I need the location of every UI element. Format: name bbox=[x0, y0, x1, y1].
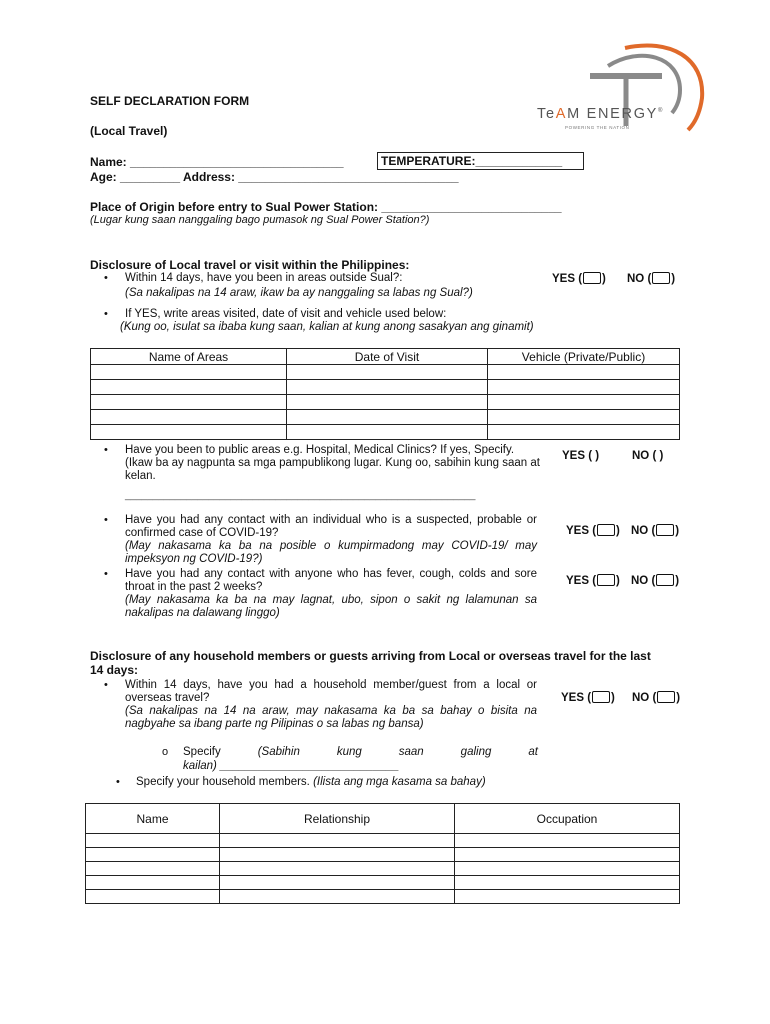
hh-q1-no-option[interactable]: NO ( ) bbox=[632, 692, 681, 704]
q5-yes-option[interactable]: YES ( ) bbox=[566, 575, 620, 587]
table-row[interactable] bbox=[91, 425, 680, 440]
table-header: Name of Areas bbox=[91, 349, 287, 365]
bullet: • bbox=[104, 679, 108, 691]
table-row[interactable] bbox=[91, 395, 680, 410]
place-of-origin-translation: (Lugar kung saan nanggaling bago pumasok ng Sual Power Station?) bbox=[90, 214, 430, 226]
age-address-field[interactable]: Age: _________ Address: _________________________________ bbox=[90, 170, 459, 184]
company-name: TeAM ENERGY® bbox=[537, 106, 665, 122]
bullet: • bbox=[104, 568, 108, 580]
name-field[interactable]: Name: ________________________________ bbox=[90, 155, 344, 169]
q3-no-option[interactable]: NO ( ) bbox=[632, 450, 664, 462]
q4-text: Have you had any contact with an individual who is a suspected, probable or confirmed case of COVID-19? (May nakasama ka ba na posible o kumpirmadong may COVID-19/ may impeksyon ng COVID-19?) bbox=[125, 514, 537, 565]
household-heading: Disclosure of any household members or guests arriving from Local or overseas travel for the last bbox=[90, 649, 651, 663]
hh-q1-yes-checkbox[interactable] bbox=[592, 691, 610, 703]
specify-line-2[interactable]: kailan) ____________________________ bbox=[183, 760, 400, 772]
bullet: • bbox=[104, 514, 108, 526]
company-tagline: POWERING THE NATION bbox=[565, 125, 630, 130]
q4-yes-checkbox[interactable] bbox=[597, 524, 615, 536]
areas-visited-table bbox=[90, 348, 680, 440]
q2-translation: (Kung oo, isulat sa ibaba kung saan, kalian at kung anong sasakyan ang ginamit) bbox=[120, 321, 534, 333]
bullet: • bbox=[104, 272, 108, 284]
q5-text: Have you had any contact with anyone who has fever, cough, colds and sore throat in the past 2 weeks? (May nakasama ka ba na may lagnat, ubo, sipon o sakit ng lalamunan sa nakalipas na dalawang linggo) bbox=[125, 568, 537, 619]
q3-text: Have you been to public areas e.g. Hospital, Medical Clinics? If yes, Specify. (Ikaw ba ay nagpunta sa mga pampublikong lugar. Kung oo, sabihin kung saan at kelan. bbox=[125, 444, 540, 482]
q4-no-checkbox[interactable] bbox=[656, 524, 674, 536]
q4-no-option[interactable]: NO ( ) bbox=[631, 525, 680, 537]
q1-yes-checkbox[interactable] bbox=[583, 272, 601, 284]
table-header: Vehicle (Private/Public) bbox=[488, 349, 680, 365]
q1-no-option[interactable]: NO ( ) bbox=[627, 273, 676, 285]
table-row[interactable] bbox=[86, 890, 680, 904]
q5-no-checkbox[interactable] bbox=[656, 574, 674, 586]
q3-yes-option[interactable]: YES ( ) bbox=[562, 450, 600, 462]
team-energy-logo-mark bbox=[530, 38, 720, 138]
q1-no-checkbox[interactable] bbox=[652, 272, 670, 284]
temperature-field[interactable]: TEMPERATURE:_____________ bbox=[377, 152, 584, 170]
table-row[interactable] bbox=[86, 848, 680, 862]
bullet: • bbox=[104, 444, 108, 456]
bullet: • bbox=[116, 776, 120, 788]
q1-text: Within 14 days, have you been in areas outside Sual?: bbox=[125, 272, 403, 284]
q1-yes-option[interactable]: YES ( ) bbox=[552, 273, 606, 285]
table-header: Date of Visit bbox=[287, 349, 488, 365]
q1-translation: (Sa nakalipas na 14 araw, ikaw ba ay nanggaling sa labas ng Sual?) bbox=[125, 287, 473, 299]
household-members-instruction: Specify your household members. (Ilista ang mga kasama sa bahay) bbox=[136, 776, 486, 788]
q3-specify-line[interactable]: _______________________________________________________________ bbox=[125, 490, 476, 501]
local-travel-heading: Disclosure of Local travel or visit within the Philippines: bbox=[90, 258, 410, 272]
table-row[interactable] bbox=[91, 365, 680, 380]
q5-yes-checkbox[interactable] bbox=[597, 574, 615, 586]
hh-q1-yes-option[interactable]: YES ( ) bbox=[561, 692, 615, 704]
sub-bullet: o bbox=[162, 746, 169, 758]
hh-q1-text: Within 14 days, have you had a household member/guest from a local or overseas travel? (Sa nakalipas na 14 na araw, may nakasama ka ba sa bahay o bisita na nagbyahe sa ibang parte ng Pilipinas o sa labas ng bansa) bbox=[125, 679, 537, 730]
table-row[interactable] bbox=[86, 834, 680, 848]
place-of-origin-field[interactable]: Place of Origin before entry to Sual Power Station: ___________________________ bbox=[90, 200, 562, 214]
q2-text: If YES, write areas visited, date of visit and vehicle used below: bbox=[125, 308, 447, 320]
table-row[interactable] bbox=[86, 876, 680, 890]
bullet: • bbox=[104, 308, 108, 320]
table-row[interactable] bbox=[86, 862, 680, 876]
table-header: Name bbox=[86, 804, 220, 834]
form-subtitle: (Local Travel) bbox=[90, 124, 168, 138]
form-title: SELF DECLARATION FORM bbox=[90, 94, 250, 108]
table-header: Occupation bbox=[455, 804, 680, 834]
household-members-table bbox=[85, 803, 680, 904]
q4-yes-option[interactable]: YES ( ) bbox=[566, 525, 620, 537]
hh-q1-no-checkbox[interactable] bbox=[657, 691, 675, 703]
table-row[interactable] bbox=[91, 380, 680, 395]
household-heading-cont: 14 days: bbox=[90, 663, 139, 677]
table-header: Relationship bbox=[220, 804, 455, 834]
q5-no-option[interactable]: NO ( ) bbox=[631, 575, 680, 587]
specify-line-1: Specify (Sabihin kung saan galing at bbox=[183, 746, 538, 758]
table-row[interactable] bbox=[91, 410, 680, 425]
